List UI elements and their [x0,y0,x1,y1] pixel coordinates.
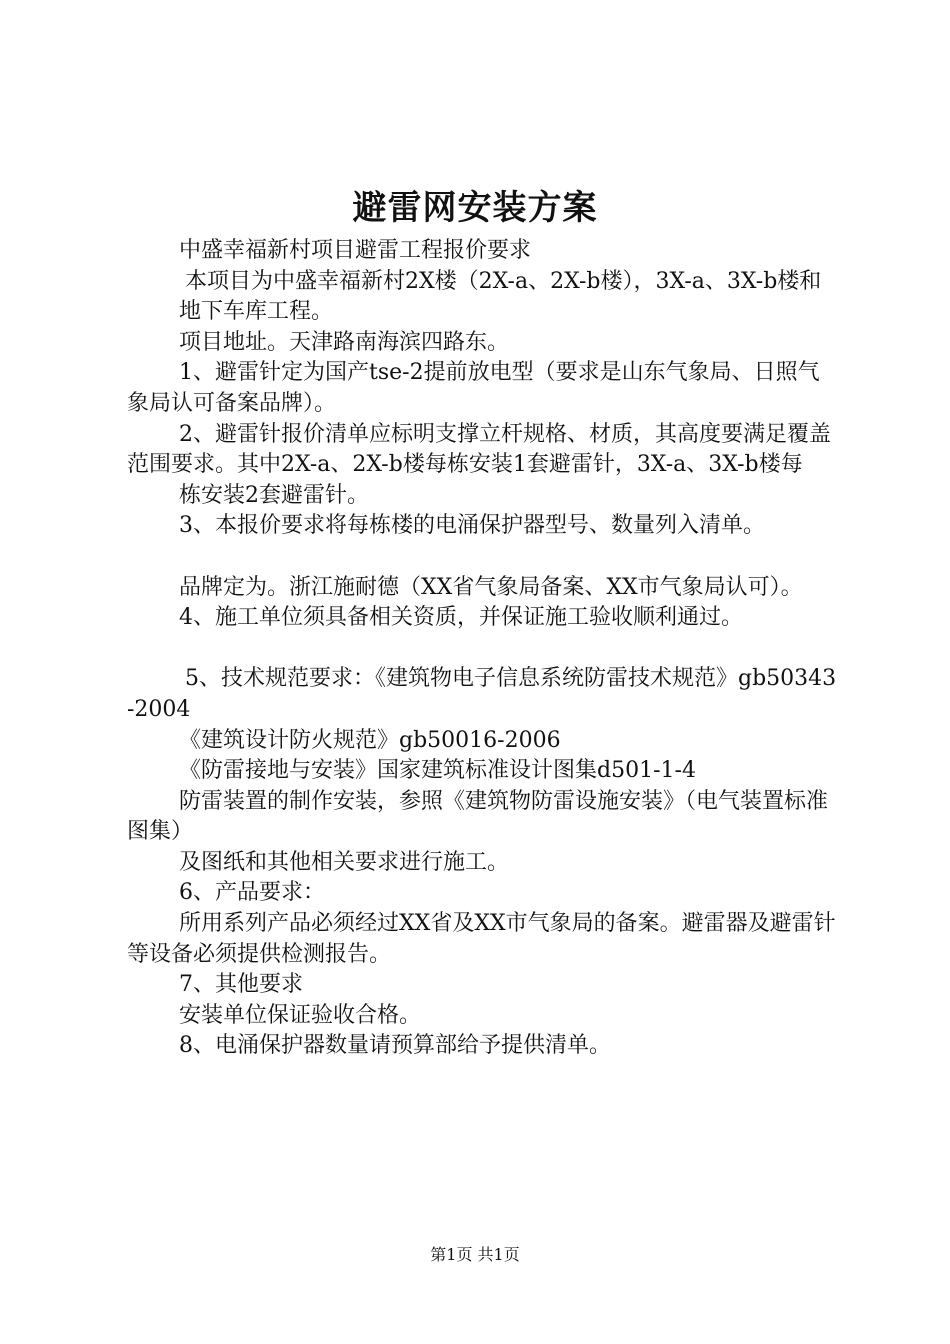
paragraph-address: 项目地址。天津路南海滨四路东。 [179,329,510,355]
paragraph-item-1: 1、避雷针定为国产tse-2提前放电型（要求是山东气象局、日照气象局认可备案品牌）。 [127,360,820,416]
blank-line [127,542,839,573]
page-footer: 第1页 共1页 [430,1245,520,1264]
blank-line [127,634,839,665]
paragraph-item-7: 7、其他要求 [179,972,303,998]
document-title: 避雷网安装方案 [352,188,598,228]
paragraph-heading: 中盛幸福新村项目避雷工程报价要求 [179,238,532,263]
paragraph-item-4: 4、施工单位须具备相关资质，并保证施工验收顺利通过。 [179,605,743,631]
paragraph-drawings: 及图纸和其他相关要求进行施工。 [179,849,510,875]
paragraph-item-6: 6、产品要求： [179,880,325,906]
paragraph-products: 所用系列产品必须经过XX省及XX市气象局的备案。避雷器及避雷针等设备必须提供检测报告。 [127,911,836,967]
paragraph-brand: 品牌定为。浙江施耐德（XX省气象局备案、XX市气象局认可）。 [179,574,803,600]
paragraph-installation: 防雷装置的制作安装，参照《建筑物防雷设施安装》（电气装置标准图集） [127,788,829,845]
paragraph-fire-code: 《建筑设计防火规范》gb50016-2006 [179,727,561,753]
paragraph-garage: 地下车库工程。 [179,299,334,325]
paragraph-project-scope: 本项目为中盛幸福新村2X楼（2X-a、2X-b楼），3X-a、3X-b楼和 [185,268,822,294]
paragraph-item-8: 8、电涌保护器数量请预算部给予提供清单。 [179,1033,611,1059]
paragraph-item-2: 2、避雷针报价清单应标明支撑立杆规格、材质，其高度要满足覆盖范围要求。其中2X-a、2X-b楼每栋安装1套避雷针，3X-a、3X-b楼每 [127,421,831,478]
paragraph-acceptance: 安装单位保证验收合格。 [179,1002,422,1028]
paragraph-item-2-cont: 栋安装2套避雷针。 [179,482,369,508]
paragraph-item-5: 5、技术规范要求：《建筑物电子信息系统防雷技术规范》gb50343-2004 [127,666,837,722]
paragraph-grounding-code: 《防雷接地与安装》国家建筑标准设计图集d501-1-4 [179,758,696,784]
document-body [127,236,839,1062]
paragraph-item-3: 3、本报价要求将每栋楼的电涌保护器型号、数量列入清单。 [179,513,765,539]
